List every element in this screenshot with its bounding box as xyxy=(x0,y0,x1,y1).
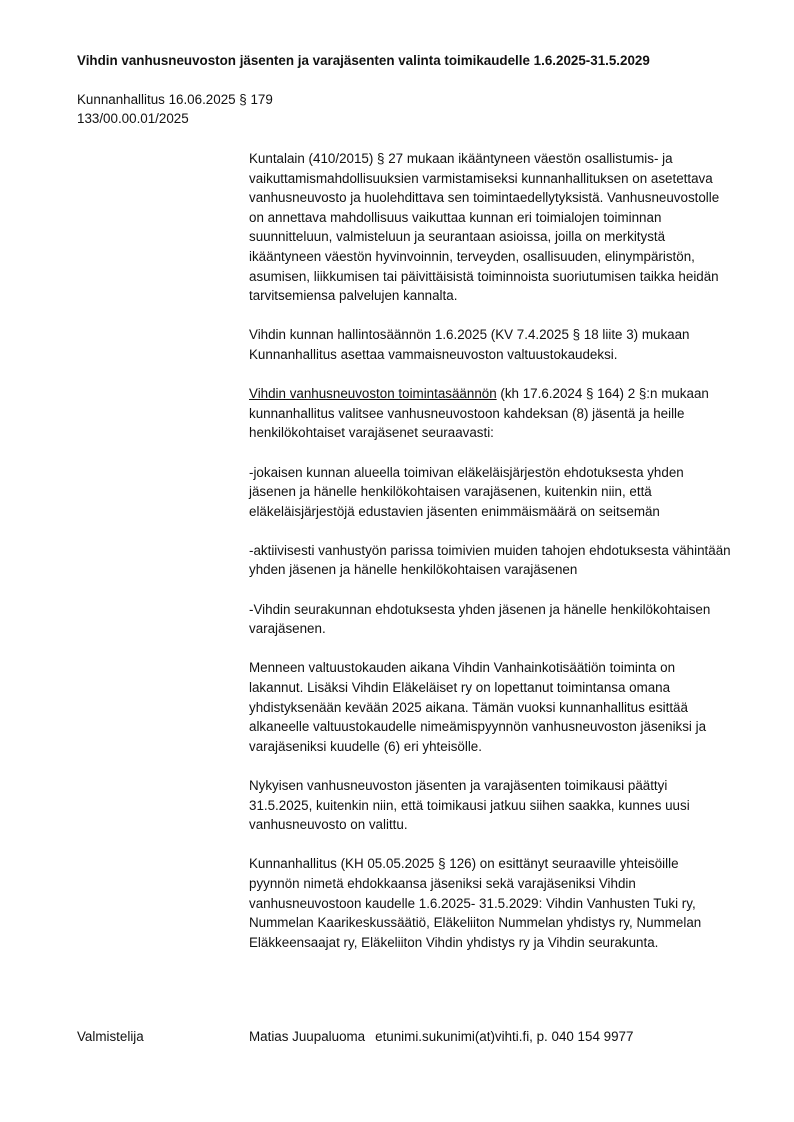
paragraph-toimintasaanto xyxy=(249,384,731,443)
paragraph-pyynto: Kunnanhallitus (KH 05.05.2025 § 126) on esittänyt seuraaville yhteisöille pyynnön nimetä ehdokkaansa jäseniksi sekä varajäseniksi Vihdin vanhusneuvostoon kaudelle 1.6.2025- 31.5.2029: Vihdin Vanhusten Tuki ry, Nummelan Kaarikeskussäätiö, Eläkeliiton Nummelan yhdistys ry, Nummelan Eläkkeensaajat ry, Eläkeliiton Vihdin yhdistys ry ja Vihdin seurakunta. xyxy=(249,856,702,950)
document-title: Vihdin vanhusneuvoston jäsenten ja varajäsenten valinta toimikaudelle 1.6.2025-31.5.2029 xyxy=(77,53,650,68)
record-number: 133/00.00.01/2025 xyxy=(77,111,189,126)
preparer-contact: etunimi.sukunimi(at)vihti.fi, p. 040 154 9977 xyxy=(375,1029,634,1044)
meeting-reference: Kunnanhallitus 16.06.2025 § 179 xyxy=(77,92,273,107)
paragraph-toimikausi: Nykyisen vanhusneuvoston jäsenten ja varajäsenten toimikausi päättyi 31.5.2025, kuitenkin niin, että toimikausi jatkuu siihen saakka, kunnes uusi vanhusneuvosto on valittu. xyxy=(249,778,690,833)
paragraph-hallintosaanto: Vihdin kunnan hallintosäännön 1.6.2025 (KV 7.4.2025 § 18 liite 3) mukaan Kunnanhallitus asettaa vammaisneuvoston valtuustokaudeksi. xyxy=(249,327,690,362)
document-body xyxy=(249,149,731,972)
paragraph-elakelaisjarjesto: -jokaisen kunnan alueella toimivan eläkeläisjärjestön ehdotuksesta yhden jäsenen ja hänelle henkilökohtaisen varajäsenen, kuitenkin niin, että eläkeläisjärjestöjä edustavien jäsenten enimmäismäärä on seitsemän xyxy=(249,464,684,519)
preparer-info xyxy=(249,1027,633,1046)
paragraph-mennyt-kausi: Menneen valtuustokauden aikana Vihdin Vanhainkotisäätiön toiminta on lakannut. Lisäksi Vihdin Eläkeläiset ry on lopettanut toimintansa omana yhdistyksenään kevään 2025 aikana. Tämän vuoksi kunnanhallitus esittää alkaneelle valtuustokaudelle nimeämispyynnön vanhusneuvoston jäseniksi ja varajäseniksi kuudelle (6) eri yhteisölle. xyxy=(249,660,707,754)
toimintasaanto-text: (kh 17.6.2024 § 164) 2 §:n mukaan kunnanhallitus valitsee vanhusneuvostoon kahdeksan (8) jäsentä ja heille henkilökohtaiset varajäsenet seuraavasti: xyxy=(249,386,709,441)
preparer-name: Matias Juupaluoma xyxy=(249,1029,366,1044)
paragraph-kuntalaki: Kuntalain (410/2015) § 27 mukaan ikääntyneen väestön osallistumis- ja vaikuttamismahdollisuuksien varmistamiseksi kunnanhallituksen on asetettava vanhusneuvosto ja huolehdittava sen toimintaedellytyksistä. Vanhusneuvostolle on annettava mahdollisuus vaikuttaa kunnan eri toimialojen toiminnan suunnitteluun, valmisteluun ja seurantaan asioissa, joilla on merkitystä ikääntyneen väestön hyvinvoinnin, terveyden, osallisuuden, elinympäristön, asumisen, liikkumisen tai päivittäisistä toiminnoista suoriutumisen taikka heidän tarvitsemiensa palvelujen kannalta. xyxy=(249,151,720,304)
meeting-meta xyxy=(77,90,273,128)
toimintasaanto-link[interactable]: Vihdin vanhusneuvoston toimintasäännön xyxy=(249,386,497,402)
paragraph-muut-tahot: -aktiivisesti vanhustyön parissa toimivien muiden tahojen ehdotuksesta vähintään yhden jäsenen ja hänelle henkilökohtaisen varajäsenen xyxy=(249,542,731,578)
paragraph-seurakunta: -Vihdin seurakunnan ehdotuksesta yhden jäsenen ja hänelle henkilökohtaisen varajäsenen. xyxy=(249,601,711,637)
preparer-label: Valmistelija xyxy=(77,1029,144,1044)
